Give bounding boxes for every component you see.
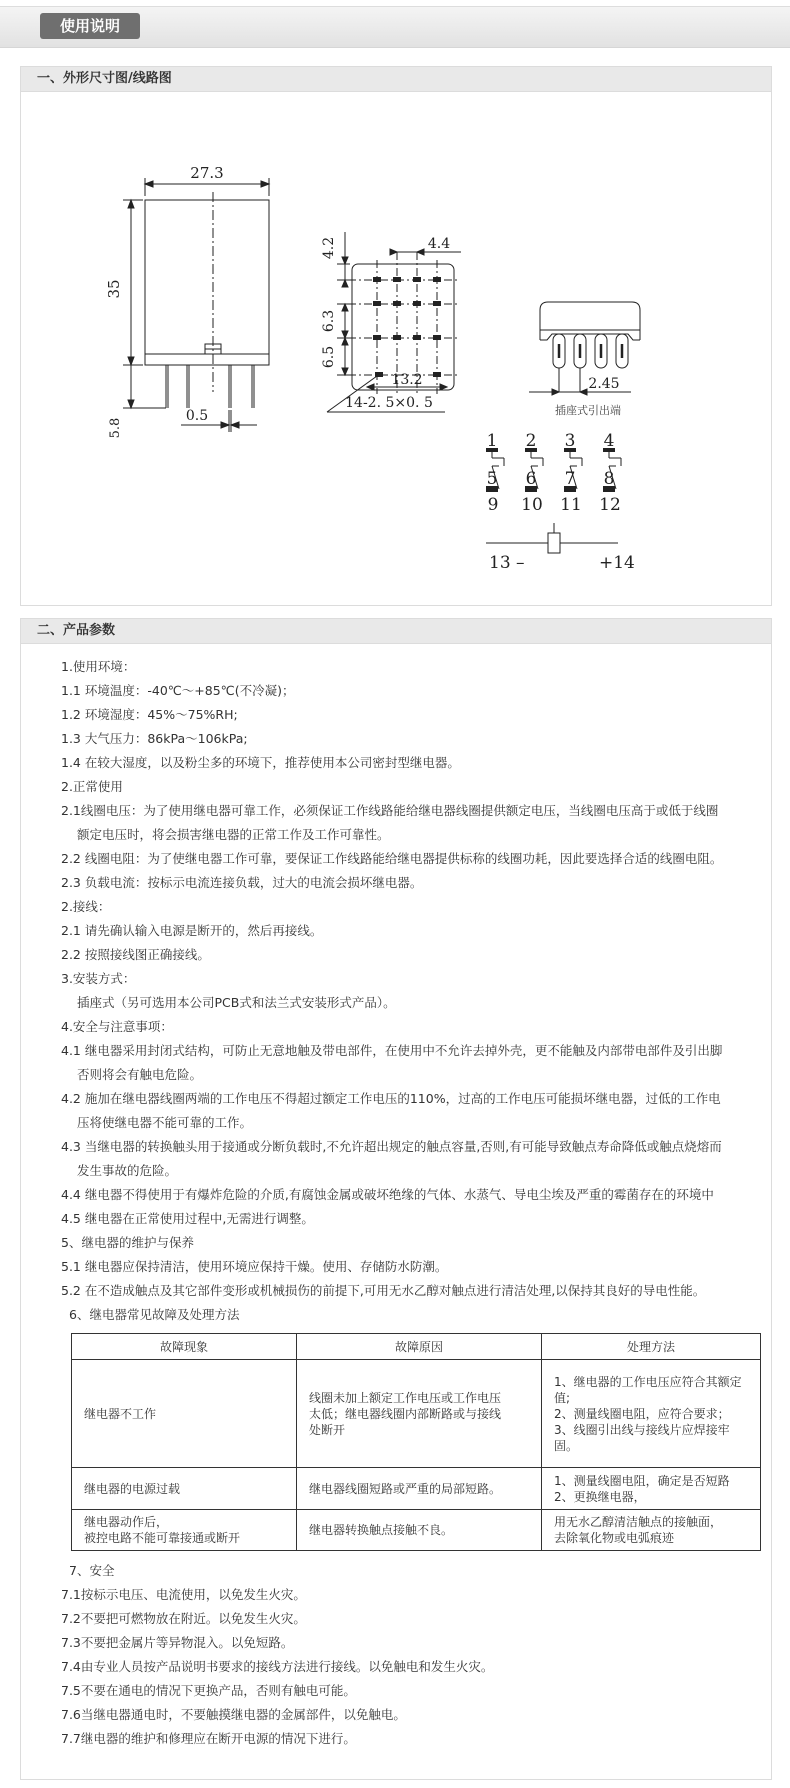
fault-table [71,1333,761,1551]
dim-socket-pitch: 2.45 [588,376,620,392]
param-line: 插座式（另可选用本公司PCB式和法兰式安装形式产品）。 [77,995,396,1010]
param-line: 2.2 按照接线图正确接线。 [61,947,210,962]
pin-4: 4 [603,431,615,451]
cell-symptom: 继电器不工作 [72,1360,297,1468]
dim-width: 27.3 [190,164,224,182]
pin-dots [373,277,441,377]
dim-row-pitch-2: 6.5 [321,345,337,369]
param-line: 额定电压时，将会损害继电器的正常工作及工作可靠性。 [77,827,390,842]
pin-3: 3 [564,431,576,451]
cell-symptom: 继电器动作后， 被控电路不能可靠接通或断开 [72,1510,297,1551]
param-line: 5、继电器的维护与保养 [61,1235,194,1250]
param-line: 3.安装方式： [61,971,136,986]
param-line: 7.5不要在通电的情况下更换产品，否则有触电可能。 [61,1683,356,1698]
top-bar [0,6,790,48]
header-solution: 处理方法 [542,1334,761,1360]
param-line: 7.4由专业人员按产品说明书要求的接线方法进行接线。以免触电和发生火灾。 [61,1659,494,1674]
param-line: 7.1按标示电压、电流使用，以免发生火灾。 [61,1587,306,1602]
param-line: 4.3 当继电器的转换触头用于接通或分断负载时,不允许超出规定的触点容量,否则,有可能导致触点寿命降低或触点烧熔而 [61,1139,722,1154]
param-line: 7.2不要把可燃物放在附近。以免发生火灾。 [61,1611,306,1626]
param-line: 1.4 在较大湿度，以及粉尘多的环境下，推荐使用本公司密封型继电器。 [61,755,460,770]
cell-cause: 线圈未加上额定工作电压或工作电压 太低；继电器线圈内部断路或与接线 处断开 [297,1360,542,1468]
cell-symptom: 继电器的电源过载 [72,1468,297,1510]
circuit-contacts [486,448,615,492]
param-line: 7、安全 [69,1563,115,1578]
param-line: 5.1 继电器应保持清洁，使用环境应保持干燥。使用、存储防水防潮。 [61,1259,448,1274]
pin-7: 7 [564,469,576,489]
pin-10: 10 [521,495,543,515]
dim-row-pitch-1: 6.3 [321,309,337,333]
socket-caption: 插座式引出端 [555,404,621,417]
header-cause: 故障原因 [297,1334,542,1360]
param-line: 压将使继电器不能可靠的工作。 [77,1115,253,1130]
param-line: 1.使用环境： [61,659,136,674]
param-line: 1.3 大气压力：86kPa～106kPa; [61,731,248,746]
cell-cause: 继电器线圈短路或严重的局部短路。 [297,1468,542,1510]
param-line: 2.3 负载电流：按标示电流连接负载，过大的电流会损坏继电器。 [61,875,423,890]
parameters-panel [20,618,772,1780]
instructions-tab[interactable]: 使用说明 [40,13,140,39]
pin-6: 6 [525,469,537,489]
param-line: 4.安全与注意事项： [61,1019,173,1034]
param-line: 发生事故的危险。 [77,1163,178,1178]
pin-8: 8 [603,469,615,489]
param-line: 4.2 施加在继电器线圈两端的工作电压不得超过额定工作电压的110%，过高的工作电压可能损坏继电器，过低的工作电 [61,1091,721,1106]
socket-outline [540,302,640,330]
param-line: 7.6当继电器通电时，不要触摸继电器的金属部件，以免触电。 [61,1707,406,1722]
parameter-list [61,655,761,1751]
param-line: 2.1 请先确认输入电源是断开的，然后再接线。 [61,923,323,938]
fault-table-header [72,1334,761,1360]
header-symptom: 故障现象 [72,1334,297,1360]
relay-body-outline [145,200,269,365]
cell-solution: 1、继电器的工作电压应符合其额定值; 2、测量线圈电阻，应符合要求； 3、线圈引出线与接线片应焊接牢固。 [542,1360,761,1468]
pin-12: 12 [599,495,621,515]
section-title-dimensions: 一、外形尺寸图/线路图 [21,67,771,92]
dim-col-span: 13.2 [391,372,423,388]
param-line: 2.1线圈电压：为了使用继电器可靠工作，必须保证工作线路能给继电器线圈提供额定电压，当线圈电压高于或低于线圈 [61,803,719,818]
param-line: 4.4 继电器不得使用于有爆炸危险的介质,有腐蚀金属或破坏绝缘的气体、水蒸气、导电尘埃及严重的霉菌存在的环境中 [61,1187,714,1202]
cell-solution: 用无水乙醇清洁触点的接触面， 去除氧化物或电弧痕迹 [542,1510,761,1551]
param-line: 2.2 线圈电阻：为了使继电器工作可靠，要保证工作线路能给继电器提供标称的线圈功耗，因此要选择合适的线圈电阻。 [61,851,723,866]
param-line: 4.1 继电器采用封闭式结构，可防止无意地触及带电部件，在使用中不允许去掉外壳，更不能触及内部带电部件及引出脚 [61,1043,723,1058]
pin-2: 2 [525,431,537,451]
dim-height: 35 [105,279,123,299]
param-line: 1.2 环境湿度：45%～75%RH; [61,707,238,722]
param-line: 6、继电器常见故障及处理方法 [69,1307,240,1322]
dim-hole-spec: 14-2. 5×0. 5 [345,395,433,411]
param-line: 2.接线： [61,899,111,914]
table-row [72,1468,761,1510]
param-line: 7.3不要把金属片等异物混入。以免短路。 [61,1635,294,1650]
param-line: 否则将会有触电危险。 [77,1067,203,1082]
dimension-drawing [21,92,769,604]
pin-11: 11 [560,495,582,515]
section-title-parameters: 二、产品参数 [21,619,771,644]
dim-pin-length: 5.8 [108,417,123,439]
dimension-panel [20,66,772,606]
coil-pin-13: 13 – [489,553,525,573]
pin-9: 9 [487,495,499,515]
pin-1: 1 [486,431,498,451]
dim-top-margin: 4.2 [321,236,337,260]
coil-pin-14: +14 [599,553,635,573]
cell-cause: 继电器转换触点接触不良。 [297,1510,542,1551]
dim-pin-width: 0.5 [185,408,209,424]
table-row [72,1510,761,1551]
table-row [72,1360,761,1468]
param-line: 2.正常使用 [61,779,123,794]
param-line: 4.5 继电器在正常使用过程中,无需进行调整。 [61,1211,314,1226]
param-line: 5.2 在不造成触点及其它部件变形或机械损伤的前提下,可用无水乙醇对触点进行清洁处理,以保持其良好的导电性能。 [61,1283,706,1298]
dim-pin-pitch: 4.4 [427,236,451,252]
cell-solution: 1、测量线圈电阻，确定是否短路 2、更换继电器， [542,1468,761,1510]
pin-5: 5 [486,469,498,489]
param-line: 7.7继电器的维护和修理应在断开电源的情况下进行。 [61,1731,356,1746]
param-line: 1.1 环境温度：-40℃～+85℃(不冷凝)； [61,683,295,698]
